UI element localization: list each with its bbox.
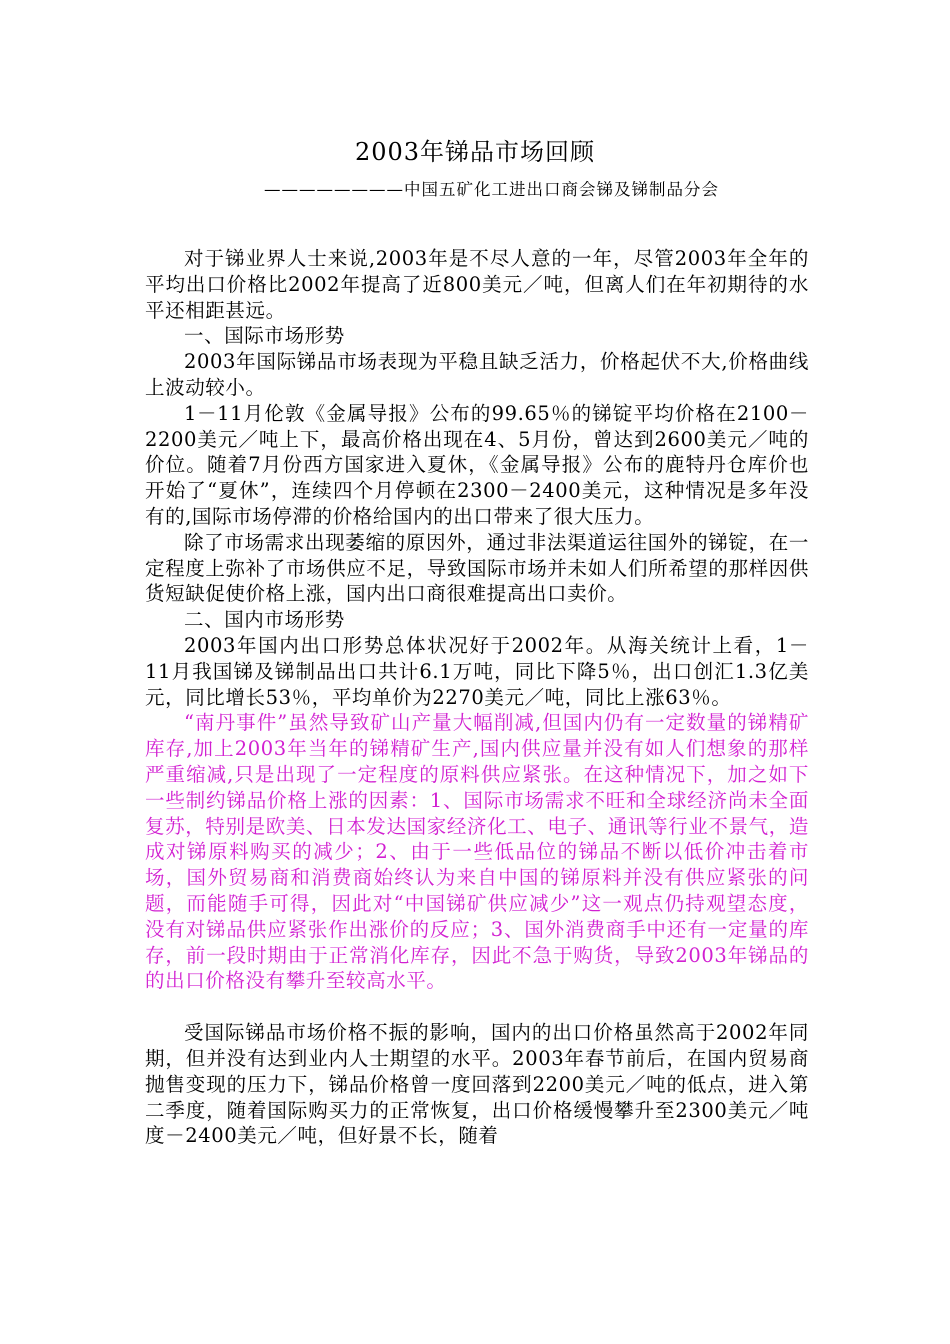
paragraph-intro: 对于锑业界人士来说,2003年是不尽人意的一年，尽管2003年全年的平均出口价格比2002年提高了近800美元／吨，但离人们在年初期待的水平还相距甚远。 <box>145 247 809 322</box>
document-body <box>145 246 809 1149</box>
section-heading-international: 一、国际市场形势 <box>184 324 345 348</box>
paragraph-illegal-channels: 除了市场需求出现萎缩的原因外，通过非法渠道运往国外的锑锭，在一定程度上弥补了市场供应不足，导致国际市场并未如人们所希望的那样因供货短缺促使价格上涨，国内出口商很难提高出口卖价。 <box>145 530 809 606</box>
paragraph-metal-bulletin-prices: 1－11月伦敦《金属导报》公布的99.65％的锑锭平均价格在2100－2200美元／吨上下，最高价格出现在4、5月份，曾达到2600美元／吨的价位。随着7月份西方国家进入夏休，《金属导报》公布的鹿特丹仓库价也开始了“夏休”，连续四个月停顿在2300－2400美元，这种情况是多年没有的,国际市场停滞的价格给国内的出口带来了很大压力。 <box>145 401 809 528</box>
section-heading-domestic: 二、国内市场形势 <box>184 608 345 632</box>
paragraph-nandan-event-highlighted: “南丹事件”虽然导致矿山产量大幅削减,但国内仍有一定数量的锑精矿库存,加上2003年当年的锑精矿生产,国内供应量并没有如人们想象的那样严重缩减,只是出现了一定程度的原料供应紧张。在这种情况下，加之如下一些制约锑品价格上涨的因素：1、国际市场需求不旺和全球经济尚未全面复苏，特别是欧美、日本发达国家经济化工、电子、通讯等行业不景气，造成对锑原料购买的减少；2、由于一些低品位的锑品不断以低价冲击着市场，国外贸易商和消费商始终认为来自中国的锑原料并没有供应紧张的问题，而能随手可得，因此对“中国锑矿供应减少”这一观点仍持观望态度，没有对锑品供应紧张作出涨价的反应；3、国外消费商手中还有一定量的库存，前一段时期由于正常消化库存，因此不急于购货，导致2003年锑品的的出口价格没有攀升至较高水平。 <box>145 711 809 993</box>
page-subtitle: ————————中国五矿化工进出口商会锑及锑制品分会 <box>264 180 719 199</box>
page-title: 2003年锑品市场回顾 <box>354 138 596 166</box>
paragraph-international-overview: 2003年国际锑品市场表现为平稳且缺乏活力，价格起伏不大,价格曲线上波动较小。 <box>145 350 809 399</box>
paragraph-domestic-prices: 受国际锑品市场价格不振的影响，国内的出口价格虽然高于2002年同期，但并没有达到业内人士期望的水平。2003年春节前后，在国内贸易商抛售变现的压力下，锑品价格曾一度回落到2200美元／吨的低点，进入第二季度，随着国际购买力的正常恢复，出口价格缓慢攀升至2300美元／吨度－2400美元／吨，但好景不长，随着 <box>145 1021 809 1148</box>
paragraph-customs-statistics: 2003年国内出口形势总体状况好于2002年。从海关统计上看，1－11月我国锑及锑制品出口共计6.1万吨，同比下降5％，出口创汇1.3亿美元，同比增长53％，平均单价为2270美元／吨，同比上涨63％。 <box>145 633 809 709</box>
